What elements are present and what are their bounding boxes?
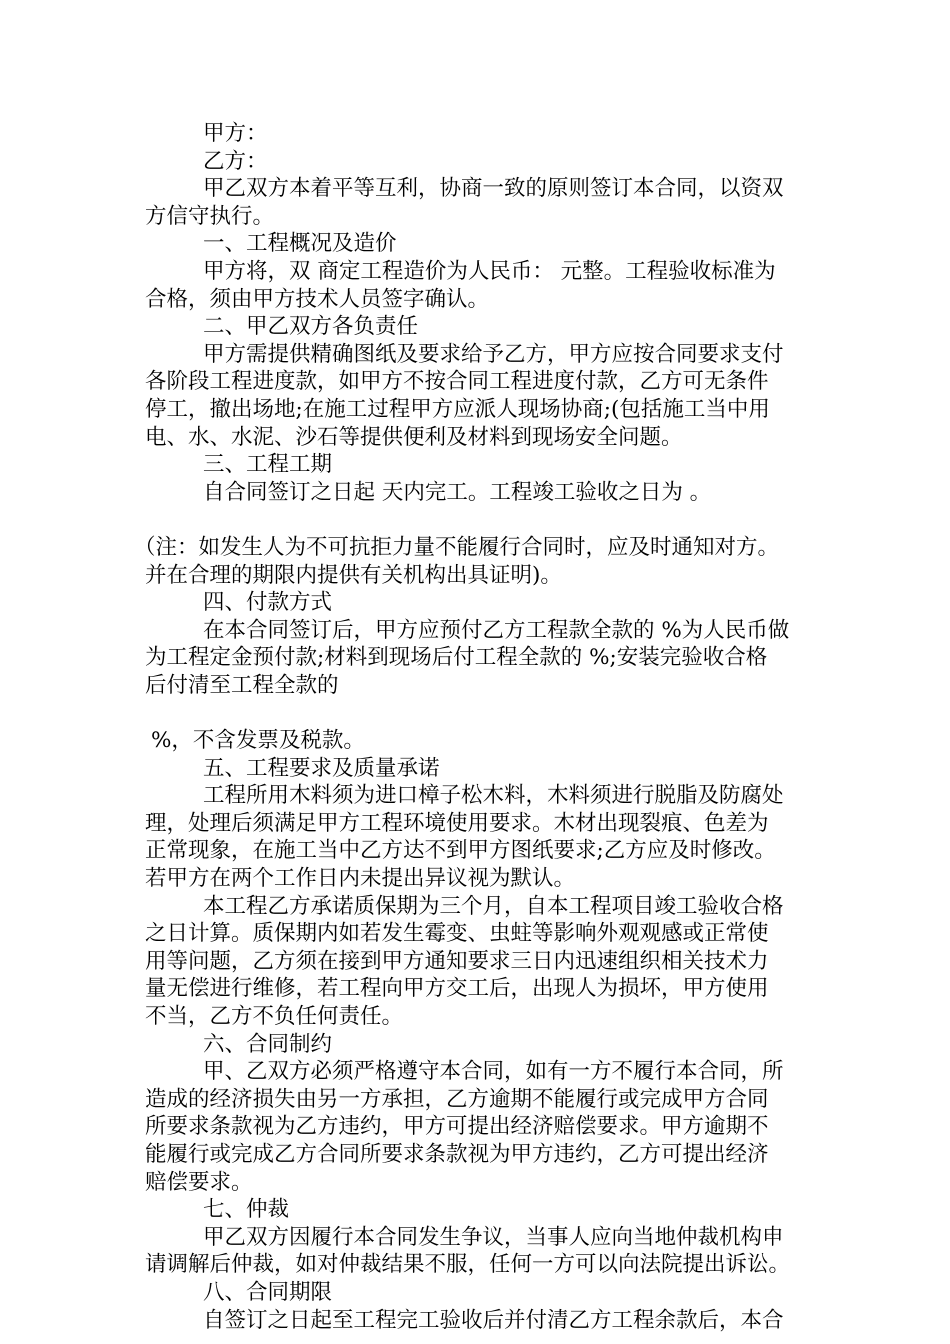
paragraph-line: 为工程定金预付款;材料到现场后付工程全款的 %;安装完验收合格 bbox=[145, 645, 768, 671]
note-line: 并在合理的期限内提供有关机构出具证明)。 bbox=[145, 562, 562, 588]
paragraph-line: 工程所用木料须为进口樟子松木料，木料须进行脱脂及防腐处 bbox=[203, 783, 784, 809]
section-heading: 四、付款方式 bbox=[203, 590, 333, 616]
note-line: （注：如发生人为不可抗拒力量不能履行合同时，应及时通知对方。 bbox=[134, 534, 780, 560]
paragraph-line: 之日计算。质保期内如若发生霉变、虫蛀等影响外观观感或正常使 bbox=[145, 921, 769, 947]
paragraph-line: 后付清至工程全款的 bbox=[145, 672, 339, 698]
paragraph-line: 赔偿要求。 bbox=[145, 1169, 253, 1195]
paragraph-line: 量无偿进行维修，若工程向甲方交工后，出现人为损坏，甲方使用 bbox=[145, 976, 769, 1002]
section-heading: 八、合同期限 bbox=[203, 1279, 333, 1305]
paragraph-line: 用等问题，乙方须在接到甲方通知要求三日内迅速组织相关技术力 bbox=[145, 948, 769, 974]
paragraph-line: 甲方将，双 商定工程造价为人民币： 元整。工程验收标准为 bbox=[203, 258, 776, 284]
section-heading: 六、合同制约 bbox=[203, 1031, 333, 1057]
paragraph-line: 自合同签订之日起 天内完工。工程竣工验收之日为 。 bbox=[203, 479, 712, 505]
paragraph-line: 若甲方在两个工作日内未提出异议视为默认。 bbox=[145, 866, 576, 892]
paragraph-line: 停工，撤出场地;在施工过程甲方应派人现场协商;(包括施工当中用 bbox=[145, 396, 770, 422]
paragraph-line: 电、水、水泥、沙石等提供便利及材料到现场安全问题。 bbox=[145, 424, 683, 450]
section-heading: 三、工程工期 bbox=[203, 452, 333, 478]
paragraph-line: 自签订之日起至工程完工验收后并付清乙方工程余款后，本合 bbox=[203, 1307, 784, 1333]
paragraph-line: 所要求条款视为乙方违约，甲方可提出经济赔偿要求。甲方逾期不 bbox=[145, 1114, 769, 1140]
blank-line bbox=[145, 699, 805, 727]
section-heading: 七、仲裁 bbox=[203, 1197, 290, 1223]
paragraph-line: 甲乙双方因履行本合同发生争议，当事人应向当地仲裁机构申 bbox=[203, 1224, 784, 1250]
preamble-line: 甲乙双方本着平等互利，协商一致的原则签订本合同，以资双 bbox=[203, 176, 784, 202]
paragraph-line: 不当，乙方不负任何责任。 bbox=[145, 1004, 404, 1029]
paragraph-line: 在本合同签订后，甲方应预付乙方工程款全款的 %为人民币做 bbox=[203, 617, 790, 643]
paragraph-line: 造成的经济损失由另一方承担，乙方逾期不能履行或完成甲方合同 bbox=[145, 1086, 769, 1112]
paragraph-line: 能履行或完成乙方合同所要求条款视为甲方违约，乙方可提出经济 bbox=[145, 1141, 769, 1167]
paragraph-line: 各阶段工程进度款，如甲方不按合同工程进度付款，乙方可无条件 bbox=[145, 369, 769, 395]
paragraph-line: 理，处理后须满足甲方工程环境使用要求。木材出现裂痕、色差为 bbox=[145, 810, 769, 836]
paragraph-line: 请调解后仲裁，如对仲裁结果不服，任何一方可以向法院提出诉讼。 bbox=[145, 1252, 791, 1278]
blank-line bbox=[145, 506, 805, 534]
preamble-line: 方信守执行。 bbox=[145, 203, 275, 229]
paragraph-line: 甲方需提供精确图纸及要求给予乙方，甲方应按合同要求支付 bbox=[203, 341, 784, 367]
paragraph-line: 甲、乙双方必须严格遵守本合同，如有一方不履行本合同，所 bbox=[203, 1059, 784, 1085]
section-heading: 五、工程要求及质量承诺 bbox=[203, 755, 440, 781]
paragraph-line: 正常现象，在施工当中乙方达不到甲方图纸要求;乙方应及时修改。 bbox=[145, 838, 776, 864]
contract-body bbox=[134, 120, 805, 1334]
section-heading: 二、甲乙双方各负责任 bbox=[203, 314, 419, 340]
party-b-label: 乙方： bbox=[203, 148, 268, 174]
section-heading: 一、工程概况及造价 bbox=[203, 231, 397, 257]
paragraph-line: 本工程乙方承诺质保期为三个月，自本工程项目竣工验收合格 bbox=[203, 893, 784, 919]
paragraph-line: 合格，须由甲方技术人员签字确认。 bbox=[145, 286, 490, 312]
paragraph-line: %，不含发票及税款。 bbox=[151, 728, 365, 754]
party-a-label: 甲方： bbox=[203, 121, 268, 146]
